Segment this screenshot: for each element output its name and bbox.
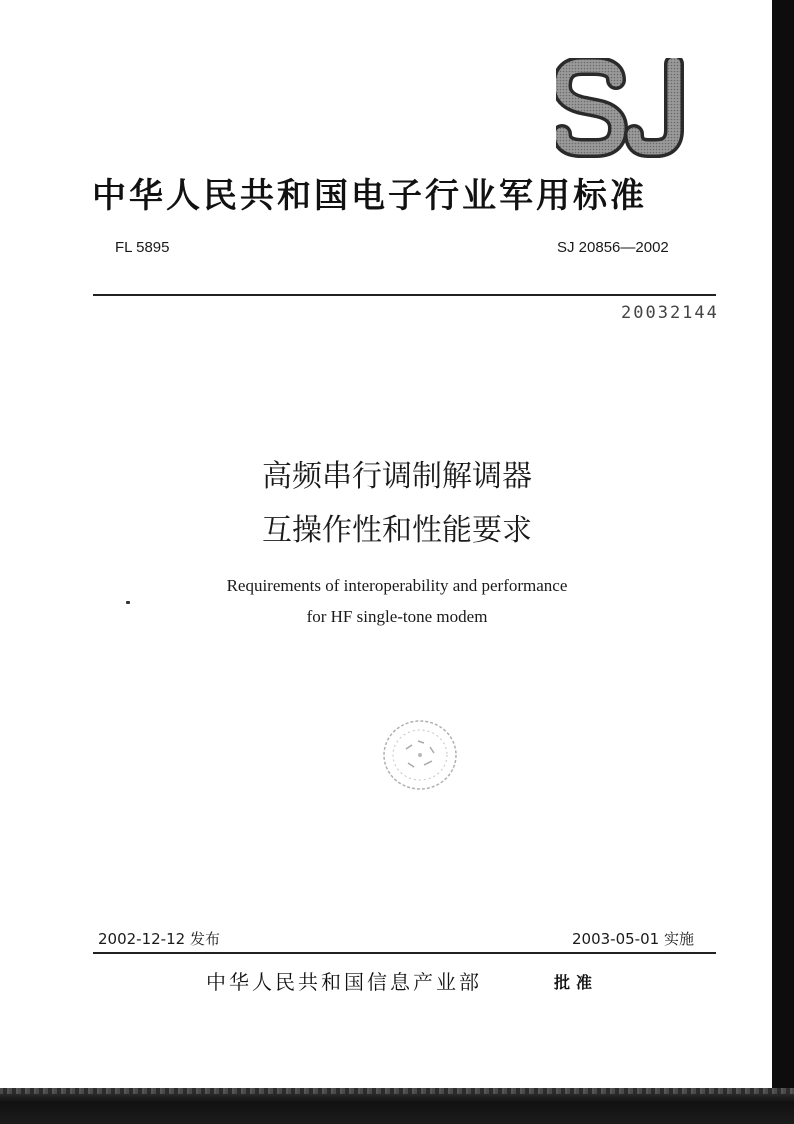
chinese-title-line-1: 高频串行调制解调器: [262, 459, 532, 494]
header-divider: [93, 294, 716, 296]
faded-seal-stamp: [378, 715, 462, 795]
footer-divider: [93, 952, 716, 954]
english-title-line-2: for HF single-tone modem: [306, 607, 488, 626]
standard-number: SJ 20856—2002: [557, 239, 669, 256]
scan-right-edge: [772, 0, 794, 1124]
sj-logo: [556, 58, 696, 158]
issue-date: 2002-12-12 发布: [98, 930, 220, 948]
implementation-date: 2003-05-01 实施: [572, 930, 694, 948]
english-title-line-1: Requirements of interoperability and performance: [226, 576, 568, 595]
scan-speck: [126, 601, 130, 604]
fl-code: FL 5895: [115, 239, 170, 256]
chinese-title-line-2: 互操作性和性能要求: [262, 513, 532, 548]
standard-title: 中华人民共和国电子行业军用标准: [92, 176, 647, 216]
approve-label: 批准: [554, 973, 599, 992]
registration-number: 20032144: [621, 303, 719, 323]
scan-bottom-edge: [0, 1088, 794, 1124]
issuing-authority: 中华人民共和国信息产业部: [206, 970, 482, 994]
